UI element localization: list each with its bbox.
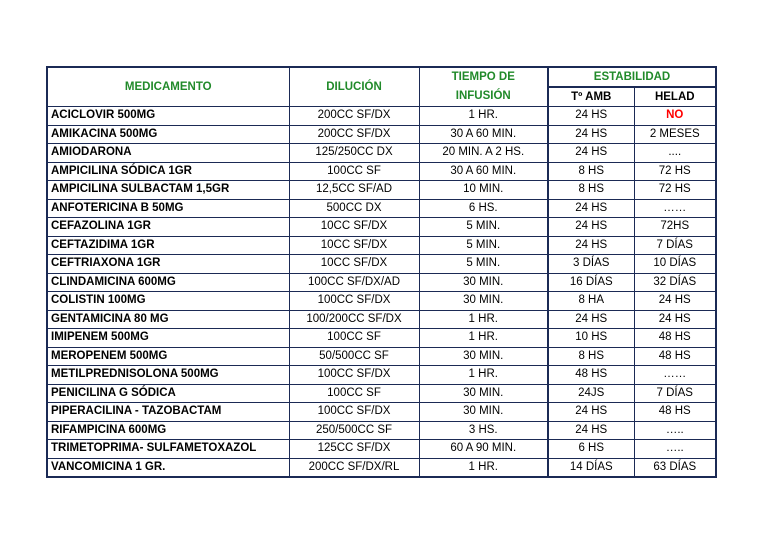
cell-dilucion: 100CC SF/DX bbox=[289, 292, 419, 311]
cell-tiempo: 30 MIN. bbox=[419, 347, 548, 366]
header-estabilidad: ESTABILIDAD bbox=[548, 67, 716, 87]
cell-helad: 7 DÍAS bbox=[634, 236, 716, 255]
table-body bbox=[47, 107, 716, 478]
cell-amb: 24 HS bbox=[548, 125, 634, 144]
cell-dilucion: 100/200CC SF/DX bbox=[289, 310, 419, 329]
cell-amb: 24 HS bbox=[548, 403, 634, 422]
cell-amb: 10 HS bbox=[548, 329, 634, 348]
cell-helad: …… bbox=[634, 366, 716, 385]
cell-amb: 24 HS bbox=[548, 144, 634, 163]
table-row bbox=[47, 310, 716, 329]
header-medicamento: MEDICAMENTO bbox=[47, 67, 289, 107]
cell-helad: 72HS bbox=[634, 218, 716, 237]
cell-dilucion: 100CC SF bbox=[289, 162, 419, 181]
cell-medicamento: VANCOMICINA 1 GR. bbox=[47, 458, 289, 477]
cell-medicamento: AMIKACINA 500MG bbox=[47, 125, 289, 144]
cell-medicamento: CEFAZOLINA 1GR bbox=[47, 218, 289, 237]
cell-helad: 24 HS bbox=[634, 310, 716, 329]
table-row bbox=[47, 199, 716, 218]
cell-dilucion: 100CC SF/DX bbox=[289, 366, 419, 385]
cell-tiempo: 5 MIN. bbox=[419, 218, 548, 237]
cell-amb: 3 DÍAS bbox=[548, 255, 634, 274]
cell-helad: .... bbox=[634, 144, 716, 163]
cell-helad: …… bbox=[634, 199, 716, 218]
cell-helad: 24 HS bbox=[634, 292, 716, 311]
cell-tiempo: 30 MIN. bbox=[419, 384, 548, 403]
table-row bbox=[47, 458, 716, 477]
table-row bbox=[47, 384, 716, 403]
cell-amb: 24JS bbox=[548, 384, 634, 403]
cell-medicamento: COLISTIN 100MG bbox=[47, 292, 289, 311]
cell-helad: 63 DÍAS bbox=[634, 458, 716, 477]
cell-amb: 24 HS bbox=[548, 310, 634, 329]
cell-medicamento: PIPERACILINA - TAZOBACTAM bbox=[47, 403, 289, 422]
cell-tiempo: 1 HR. bbox=[419, 107, 548, 126]
cell-tiempo: 1 HR. bbox=[419, 329, 548, 348]
cell-amb: 16 DÍAS bbox=[548, 273, 634, 292]
cell-tiempo: 30 MIN. bbox=[419, 403, 548, 422]
table-row bbox=[47, 273, 716, 292]
header-tiempo-infusion bbox=[419, 67, 548, 107]
cell-medicamento: MEROPENEM 500MG bbox=[47, 347, 289, 366]
table-row bbox=[47, 292, 716, 311]
cell-medicamento: AMIODARONA bbox=[47, 144, 289, 163]
cell-amb: 24 HS bbox=[548, 107, 634, 126]
header-tiempo-line1: TIEMPO DE bbox=[451, 71, 515, 83]
cell-helad: 10 DÍAS bbox=[634, 255, 716, 274]
cell-medicamento: METILPREDNISOLONA 500MG bbox=[47, 366, 289, 385]
cell-amb: 8 HS bbox=[548, 162, 634, 181]
cell-tiempo: 60 A 90 MIN. bbox=[419, 440, 548, 459]
cell-amb: 8 HS bbox=[548, 347, 634, 366]
cell-medicamento: ACICLOVIR 500MG bbox=[47, 107, 289, 126]
header-dilucion: DILUCIÓN bbox=[289, 67, 419, 107]
table-row bbox=[47, 107, 716, 126]
table-row bbox=[47, 125, 716, 144]
cell-amb: 8 HA bbox=[548, 292, 634, 311]
cell-dilucion: 100CC SF/DX/AD bbox=[289, 273, 419, 292]
table-row bbox=[47, 236, 716, 255]
cell-amb: 8 HS bbox=[548, 181, 634, 200]
cell-tiempo: 30 MIN. bbox=[419, 292, 548, 311]
cell-tiempo: 30 A 60 MIN. bbox=[419, 162, 548, 181]
cell-dilucion: 250/500CC SF bbox=[289, 421, 419, 440]
table-row bbox=[47, 218, 716, 237]
cell-medicamento: RIFAMPICINA 600MG bbox=[47, 421, 289, 440]
cell-tiempo: 3 HS. bbox=[419, 421, 548, 440]
cell-tiempo: 10 MIN. bbox=[419, 181, 548, 200]
cell-amb: 24 HS bbox=[548, 218, 634, 237]
cell-medicamento: GENTAMICINA 80 MG bbox=[47, 310, 289, 329]
cell-amb: 24 HS bbox=[548, 421, 634, 440]
cell-tiempo: 1 HR. bbox=[419, 458, 548, 477]
cell-medicamento: CLINDAMICINA 600MG bbox=[47, 273, 289, 292]
cell-tiempo: 5 MIN. bbox=[419, 255, 548, 274]
cell-tiempo: 6 HS. bbox=[419, 199, 548, 218]
header-helad: HELAD bbox=[634, 87, 716, 107]
cell-amb: 6 HS bbox=[548, 440, 634, 459]
cell-amb: 14 DÍAS bbox=[548, 458, 634, 477]
cell-helad: 2 MESES bbox=[634, 125, 716, 144]
cell-tiempo: 1 HR. bbox=[419, 366, 548, 385]
cell-dilucion: 10CC SF/DX bbox=[289, 255, 419, 274]
cell-helad: 72 HS bbox=[634, 181, 716, 200]
table-row bbox=[47, 366, 716, 385]
cell-helad: ….. bbox=[634, 440, 716, 459]
cell-amb: 24 HS bbox=[548, 236, 634, 255]
cell-tiempo: 20 MIN. A 2 HS. bbox=[419, 144, 548, 163]
table-row bbox=[47, 440, 716, 459]
header-amb: Tº AMB bbox=[548, 87, 634, 107]
cell-medicamento: ANFOTERICINA B 50MG bbox=[47, 199, 289, 218]
cell-amb: 24 HS bbox=[548, 199, 634, 218]
cell-medicamento: CEFTRIAXONA 1GR bbox=[47, 255, 289, 274]
table-row bbox=[47, 144, 716, 163]
table-row bbox=[47, 403, 716, 422]
table-row bbox=[47, 347, 716, 366]
cell-helad: ….. bbox=[634, 421, 716, 440]
cell-tiempo: 5 MIN. bbox=[419, 236, 548, 255]
table-row bbox=[47, 162, 716, 181]
cell-helad: 48 HS bbox=[634, 329, 716, 348]
cell-dilucion: 10CC SF/DX bbox=[289, 218, 419, 237]
cell-dilucion: 50/500CC SF bbox=[289, 347, 419, 366]
cell-tiempo: 1 HR. bbox=[419, 310, 548, 329]
cell-dilucion: 200CC SF/DX/RL bbox=[289, 458, 419, 477]
cell-amb: 48 HS bbox=[548, 366, 634, 385]
cell-medicamento: AMPICILINA SÓDICA 1GR bbox=[47, 162, 289, 181]
cell-dilucion: 500CC DX bbox=[289, 199, 419, 218]
cell-tiempo: 30 A 60 MIN. bbox=[419, 125, 548, 144]
cell-medicamento: IMIPENEM 500MG bbox=[47, 329, 289, 348]
cell-helad: 48 HS bbox=[634, 403, 716, 422]
cell-helad: 32 DÍAS bbox=[634, 273, 716, 292]
cell-helad: 7 DÍAS bbox=[634, 384, 716, 403]
cell-helad: NO bbox=[634, 107, 716, 126]
cell-medicamento: PENICILINA G SÓDICA bbox=[47, 384, 289, 403]
medication-table bbox=[46, 66, 717, 478]
cell-dilucion: 100CC SF bbox=[289, 329, 419, 348]
cell-helad: 48 HS bbox=[634, 347, 716, 366]
cell-dilucion: 100CC SF/DX bbox=[289, 403, 419, 422]
cell-dilucion: 125CC SF/DX bbox=[289, 440, 419, 459]
cell-tiempo: 30 MIN. bbox=[419, 273, 548, 292]
cell-medicamento: AMPICILINA SULBACTAM 1,5GR bbox=[47, 181, 289, 200]
cell-dilucion: 125/250CC DX bbox=[289, 144, 419, 163]
cell-dilucion: 100CC SF bbox=[289, 384, 419, 403]
cell-dilucion: 12,5CC SF/AD bbox=[289, 181, 419, 200]
header-tiempo-line2: INFUSIÓN bbox=[455, 90, 511, 102]
cell-medicamento: CEFTAZIDIMA 1GR bbox=[47, 236, 289, 255]
table-row bbox=[47, 255, 716, 274]
cell-medicamento: TRIMETOPRIMA- SULFAMETOXAZOL bbox=[47, 440, 289, 459]
cell-dilucion: 200CC SF/DX bbox=[289, 125, 419, 144]
cell-dilucion: 200CC SF/DX bbox=[289, 107, 419, 126]
cell-dilucion: 10CC SF/DX bbox=[289, 236, 419, 255]
cell-helad: 72 HS bbox=[634, 162, 716, 181]
table-row bbox=[47, 421, 716, 440]
table-row bbox=[47, 181, 716, 200]
table-row bbox=[47, 329, 716, 348]
